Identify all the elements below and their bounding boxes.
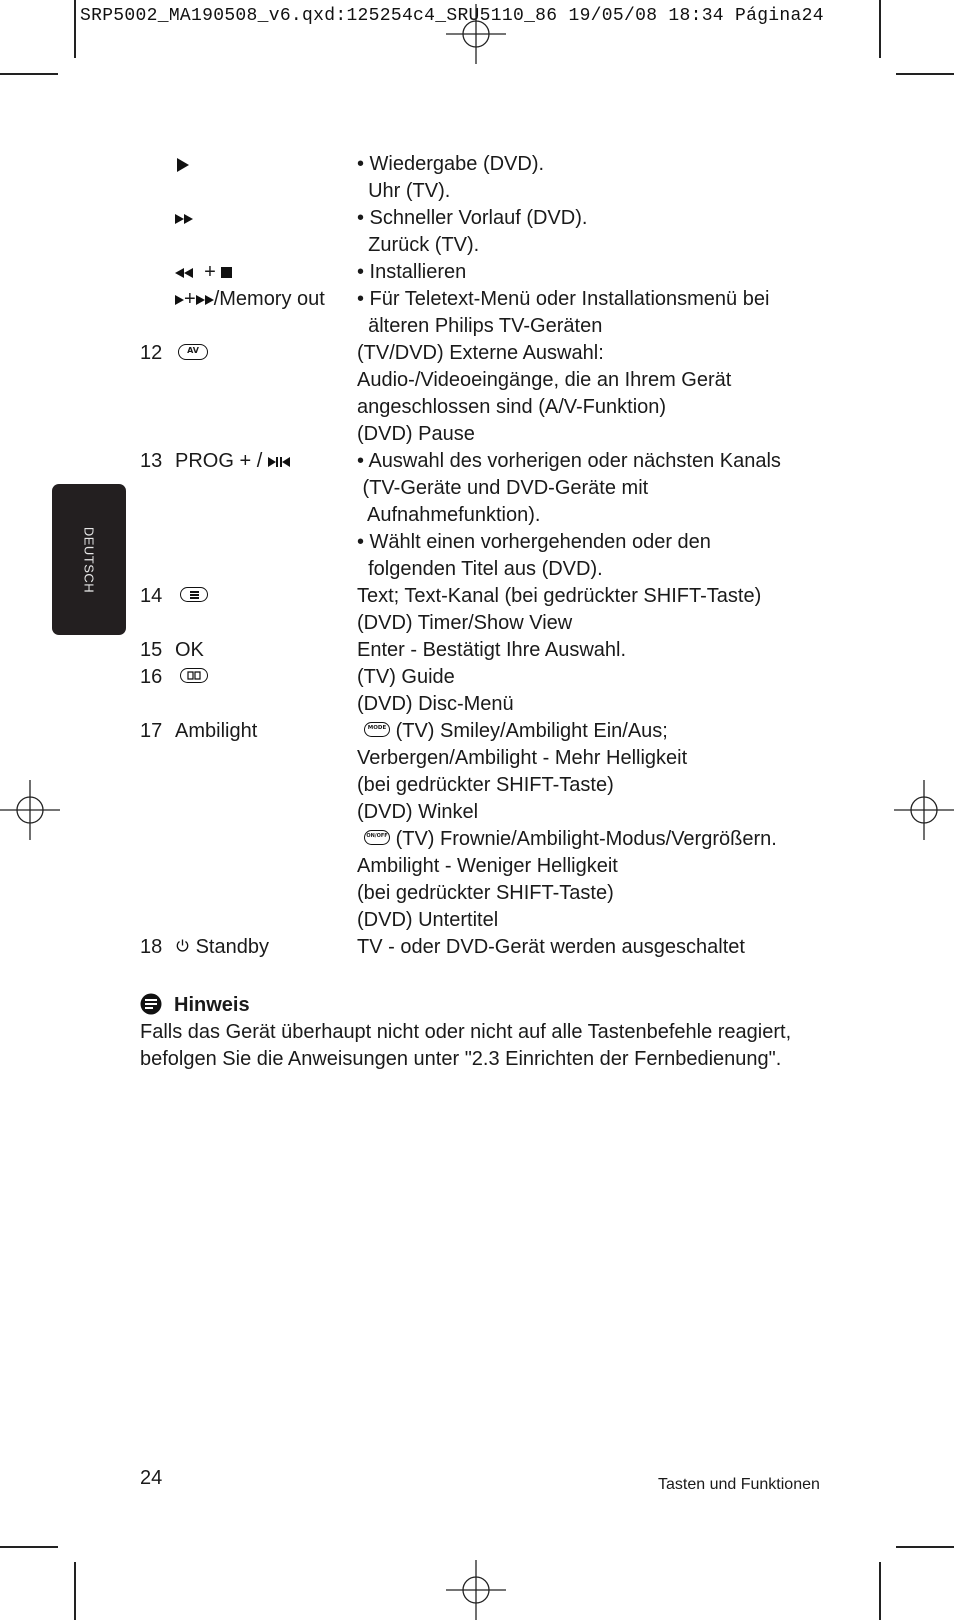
- row-description: angeschlossen sind (A/V-Funktion): [357, 396, 667, 418]
- function-row: [0, 394, 954, 421]
- crop-mark: [74, 1562, 76, 1620]
- standby-key-label: Standby: [195, 936, 269, 958]
- row-description: Verbergen/Ambilight - Mehr Helligkeit: [357, 747, 688, 769]
- note-icon: [140, 993, 162, 1015]
- row-description: Enter - Bestätigt Ihre Auswahl.: [357, 639, 627, 661]
- row-description: (bei gedrückter SHIFT-Taste): [357, 882, 614, 904]
- row-description: (DVD) Untertitel: [357, 909, 499, 931]
- note-line: Falls das Gerät überhaupt nicht oder nicht auf alle Tastenbefehle reagiert,: [140, 1021, 792, 1043]
- row-description: älteren Philips TV-Geräten: [357, 315, 603, 337]
- row-description: Ambilight - Weniger Helligkeit: [357, 855, 618, 877]
- crop-mark: [0, 73, 58, 75]
- row-description: (DVD) Disc-Menü: [357, 693, 514, 715]
- row-number: 13: [140, 450, 163, 472]
- function-row: [0, 232, 954, 259]
- side-tab-label: DEUTSCH: [81, 526, 97, 593]
- row-description: • Auswahl des vorherigen oder nächsten Kanals: [357, 450, 781, 472]
- crop-mark: [879, 1562, 881, 1620]
- function-row: [0, 529, 954, 556]
- function-row: [0, 286, 954, 313]
- function-row: [0, 367, 954, 394]
- ok-key-label: OK: [175, 639, 204, 661]
- row-description: (TV) Smiley/Ambilight Ein/Aus;: [395, 720, 668, 742]
- function-row: [0, 691, 954, 718]
- rewind-stop-icon: [175, 259, 232, 286]
- function-row: [0, 178, 954, 205]
- footer-section-title: Tasten und Funktionen: [658, 1476, 820, 1493]
- row-description: folgenden Titel aus (DVD).: [357, 558, 603, 580]
- note-title: Hinweis: [174, 994, 250, 1016]
- row-number: 12: [140, 342, 163, 364]
- note-heading: [140, 992, 250, 1019]
- memory-out-label: /Memory out: [213, 288, 325, 310]
- function-row: [0, 151, 954, 178]
- function-row: [0, 205, 954, 232]
- function-row: [0, 853, 954, 880]
- crop-mark: [0, 1546, 58, 1548]
- function-row: [0, 502, 954, 529]
- function-row: [0, 718, 954, 745]
- row-description: Audio-/Videoeingänge, die an Ihrem Gerät: [357, 369, 732, 391]
- function-row: [0, 934, 954, 961]
- skip-icon: [268, 450, 290, 472]
- fast-forward-icon: [175, 205, 193, 232]
- row-description: (bei gedrückter SHIFT-Taste): [357, 774, 614, 796]
- function-row: [0, 610, 954, 637]
- row-description: (TV) Frownie/Ambilight-Modus/Vergrößern.: [395, 828, 777, 850]
- header-slug: SRP5002_MA190508_v6.qxd:125254c4_SRU5110_86 19/05/08 18:34 Página24: [80, 6, 824, 26]
- function-row: [0, 313, 954, 340]
- row-number: 15: [140, 639, 163, 661]
- page-number: 24: [140, 1467, 163, 1489]
- row-description: • Schneller Vorlauf (DVD).: [357, 207, 588, 229]
- av-button-icon: AV: [178, 340, 208, 367]
- row-description: (DVD) Winkel: [357, 801, 479, 823]
- function-row: [0, 799, 954, 826]
- row-number: 18: [140, 936, 163, 958]
- row-description: (DVD) Pause: [357, 423, 475, 445]
- crop-mark: [896, 73, 954, 75]
- registration-mark-top: [446, 4, 506, 64]
- play-icon: [177, 151, 189, 178]
- row-description: Text; Text-Kanal (bei gedrückter SHIFT-Taste): [357, 585, 762, 607]
- row-description: • Für Teletext-Menü oder Installationsmenü bei: [357, 288, 770, 310]
- row-description: Aufnahmefunktion).: [357, 504, 541, 526]
- registration-mark-bottom: [446, 1560, 506, 1620]
- play-ffw-icon: [175, 286, 325, 313]
- row-description: Zurück (TV).: [357, 234, 480, 256]
- row-number: 14: [140, 585, 163, 607]
- function-row: [0, 259, 954, 286]
- ambilight-key-label: Ambilight: [175, 720, 258, 742]
- crop-mark: [896, 1546, 954, 1548]
- row-number: 17: [140, 720, 163, 742]
- function-row: [0, 421, 954, 448]
- function-row: [0, 637, 954, 664]
- note-line: befolgen Sie die Anweisungen unter "2.3 Einrichten der Fernbedienung".: [140, 1048, 782, 1070]
- function-row: [0, 556, 954, 583]
- row-description: • Wählt einen vorhergehenden oder den: [357, 531, 711, 553]
- function-row: [0, 475, 954, 502]
- function-row: [0, 583, 954, 610]
- crop-mark: [74, 0, 76, 58]
- row-description: Uhr (TV).: [357, 180, 451, 202]
- row-description: • Installieren: [357, 261, 467, 283]
- plus-sign: +: [184, 288, 196, 310]
- power-icon: [175, 936, 190, 958]
- note-text: [140, 1019, 830, 1073]
- guide-button-icon: [180, 664, 208, 691]
- row-description: TV - oder DVD-Gerät werden ausgeschaltet: [357, 936, 745, 958]
- mode-button-icon: MODE: [364, 722, 390, 737]
- function-row: [0, 826, 954, 853]
- row-description: (DVD) Timer/Show View: [357, 612, 573, 634]
- function-row: [0, 907, 954, 934]
- function-row: [0, 772, 954, 799]
- row-description: (TV) Guide: [357, 666, 455, 688]
- function-row: [0, 880, 954, 907]
- function-row: [0, 664, 954, 691]
- row-description: (TV-Geräte und DVD-Geräte mit: [357, 477, 649, 499]
- prog-label: PROG + /: [175, 450, 268, 472]
- teletext-button-icon: [180, 583, 208, 610]
- function-row: [0, 745, 954, 772]
- onoff-button-icon: ON/OFF: [364, 830, 390, 845]
- row-number: 16: [140, 666, 163, 688]
- plus-sign: +: [204, 261, 216, 283]
- function-row: [0, 448, 954, 475]
- row-description: • Wiedergabe (DVD).: [357, 153, 545, 175]
- function-row: [0, 340, 954, 367]
- crop-mark: [879, 0, 881, 58]
- row-description: (TV/DVD) Externe Auswahl:: [357, 342, 604, 364]
